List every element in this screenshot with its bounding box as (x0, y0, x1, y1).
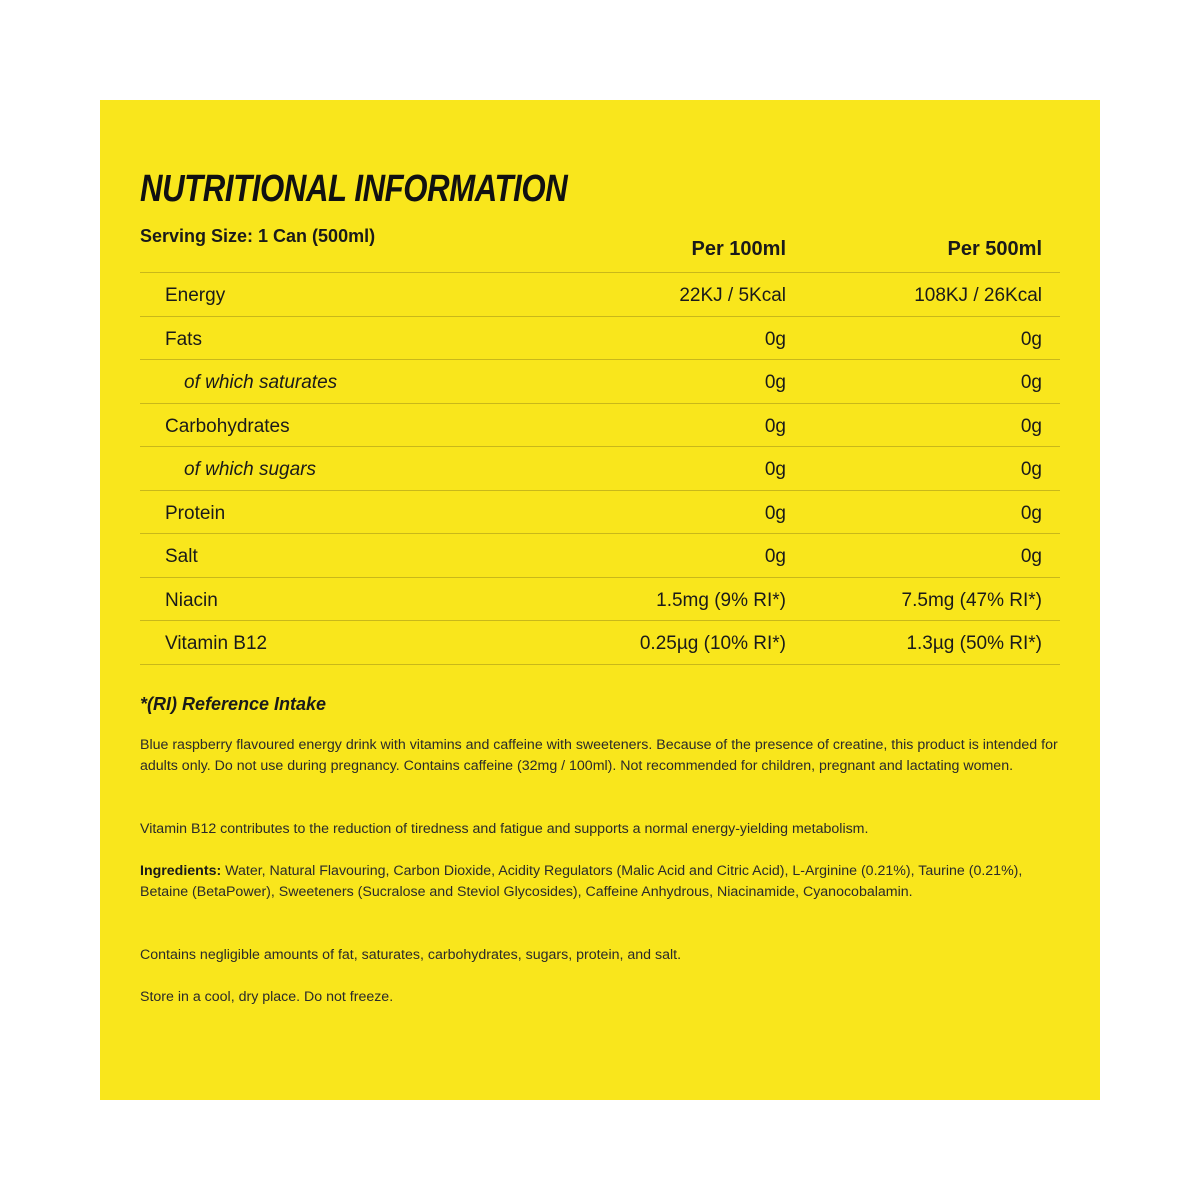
row-value-per-100ml: 0g (764, 502, 786, 524)
row-value-per-500ml: 0g (1020, 459, 1042, 480)
row-label: Fats (165, 328, 202, 350)
row-label: Carbohydrates (165, 415, 290, 437)
row-label: of which saturates (184, 372, 338, 393)
row-value-per-500ml: 1.3µg (50% RI*) (906, 633, 1042, 654)
row-value-per-100ml: 0.25µg (10% RI*) (639, 633, 786, 654)
row-value-per-500ml: 7.5mg (47% RI*) (901, 589, 1042, 611)
row-value-per-100ml: 0g (764, 546, 786, 567)
ingredients-paragraph (140, 861, 1060, 903)
ingredients-label: Ingredients: (140, 863, 222, 879)
row-value-per-500ml: 0g (1020, 328, 1042, 350)
row-value-per-500ml: 0g (1020, 502, 1042, 524)
reference-intake-note: *(RI) Reference Intake (140, 694, 327, 714)
table-row-vitamin-b12 (140, 621, 1060, 665)
row-value-per-500ml: 108KJ / 26Kcal (914, 285, 1042, 306)
row-value-per-500ml: 0g (1020, 372, 1042, 393)
vitamin-b12-claim: Vitamin B12 contributes to the reduction of tiredness and fatigue and supports a normal energy-yielding metabolism. (140, 821, 869, 837)
table-row-carbohydrates (140, 404, 1060, 448)
table-row-sugars (140, 447, 1060, 491)
table-row-fats (140, 317, 1060, 361)
row-label: Salt (165, 546, 198, 567)
negligible-amounts-note: Contains negligible amounts of fat, saturates, carbohydrates, sugars, protein, and salt. (140, 947, 682, 963)
table-row-saturates (140, 360, 1060, 404)
nutrition-table (140, 272, 1060, 665)
row-label: Energy (165, 285, 226, 306)
row-value-per-100ml: 0g (764, 459, 786, 480)
serving-size: Serving Size: 1 Can (500ml) (140, 226, 376, 246)
row-value-per-100ml: 1.5mg (9% RI*) (656, 589, 786, 611)
ingredients-list: Water, Natural Flavouring, Carbon Dioxide, Acidity Regulators (Malic Acid and Citric Acid), L-Arginine (0.21%), Taurine (0.21%), Betaine (BetaPower), Sweeteners (Sucralose and Steviol Glycosides), Caffeine Anhydrous, Niacinamide, Cyanocobalamin. (140, 863, 1023, 900)
product-description: Blue raspberry flavoured energy drink with vitamins and caffeine with sweeteners. Because of the presence of creatine, this product is intended for adults only. Do not use during pregnancy. Contains caffeine (32mg / 100ml). Not recommended for children, pregnant and lactating women. (140, 737, 1058, 774)
column-header-per-500ml: Per 500ml (947, 238, 1042, 260)
table-row-niacin (140, 578, 1060, 622)
table-row-energy (140, 273, 1060, 317)
row-value-per-100ml: 22KJ / 5Kcal (679, 285, 786, 306)
nutrition-panel (100, 100, 1100, 1100)
page-title: NUTRITIONAL INFORMATION (140, 168, 568, 210)
row-label: Protein (165, 502, 226, 524)
table-row-protein (140, 491, 1060, 535)
row-label: Vitamin B12 (165, 633, 268, 654)
row-label: Niacin (165, 589, 218, 611)
row-value-per-500ml: 0g (1020, 546, 1042, 567)
row-value-per-500ml: 0g (1020, 415, 1042, 437)
row-label: of which sugars (184, 459, 317, 480)
storage-instructions: Store in a cool, dry place. Do not freeze. (140, 989, 394, 1005)
row-value-per-100ml: 0g (764, 372, 786, 393)
row-value-per-100ml: 0g (764, 328, 786, 350)
row-value-per-100ml: 0g (764, 415, 786, 437)
table-row-salt (140, 534, 1060, 578)
column-header-per-100ml: Per 100ml (691, 238, 786, 260)
